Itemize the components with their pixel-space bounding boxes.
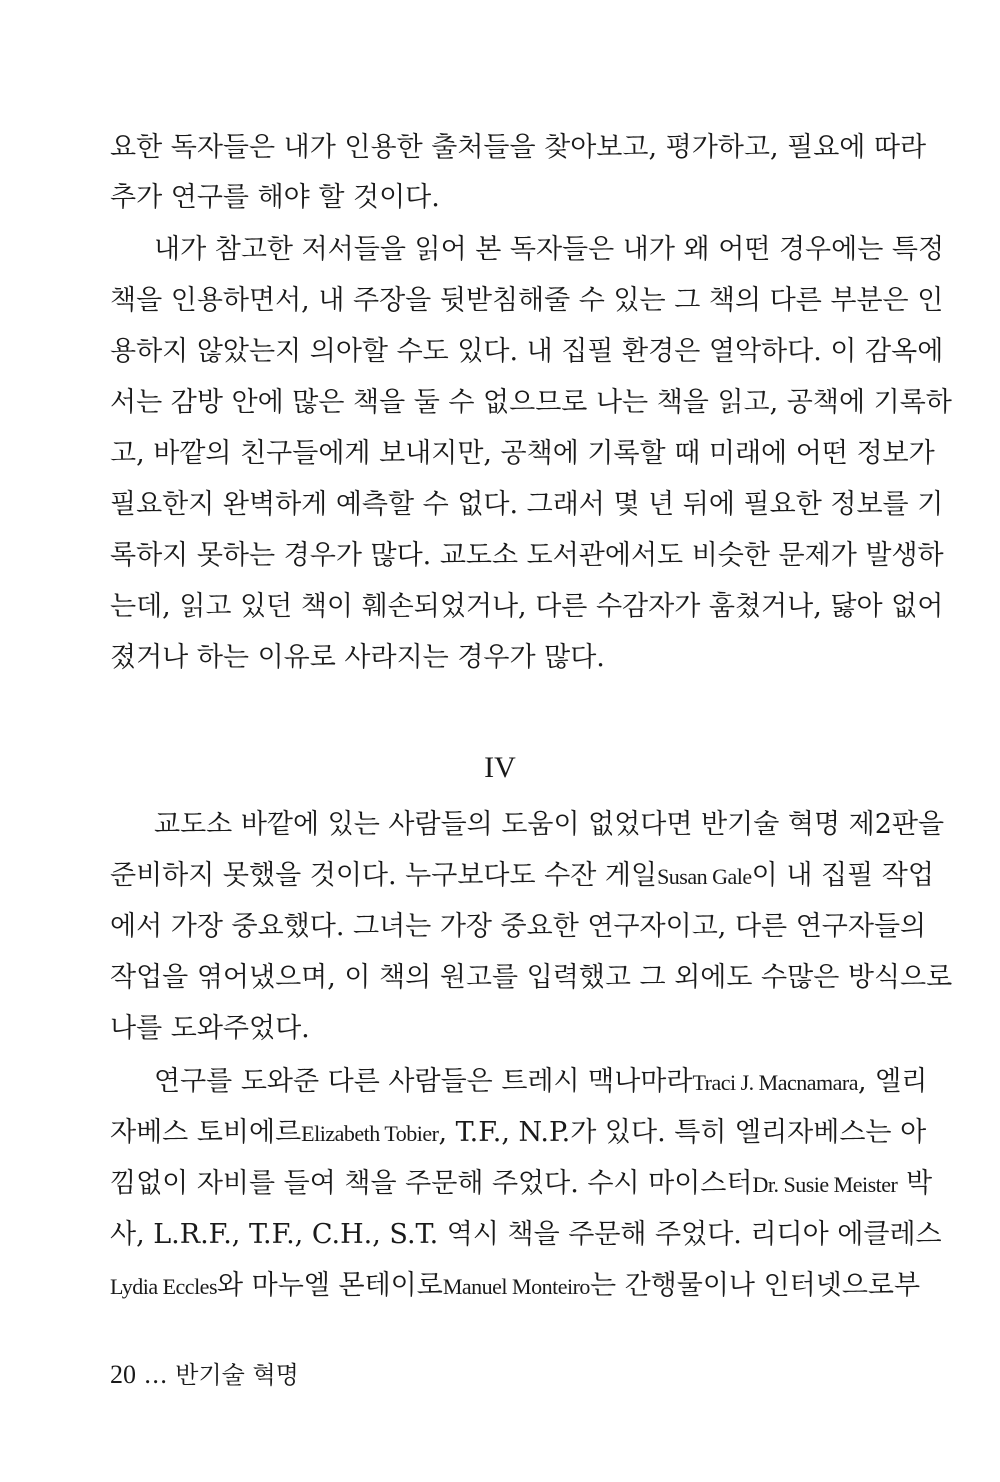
body-line: 내가 참고한 저서들을 읽어 본 독자들은 내가 왜 어떤 경우에는 특정 xyxy=(154,234,945,265)
body-line: 는데, 읽고 있던 책이 훼손되었거나, 다른 수감자가 훔쳤거나, 닳아 없어 xyxy=(110,591,944,622)
english-name: Lydia Eccles xyxy=(110,1274,218,1299)
text-run: , 엘리 xyxy=(858,1066,928,1097)
section-heading: IV xyxy=(484,751,516,784)
body-line: 용하지 않았는지 의아할 수도 있다. 내 집필 환경은 열악하다. 이 감옥에 xyxy=(110,336,944,367)
body-line: 교도소 바깥에 있는 사람들의 도움이 없었다면 반기술 혁명 제2판을 xyxy=(154,809,945,840)
text-run: 이 내 집필 작업 xyxy=(751,860,934,891)
body-line: 책을 인용하면서, 내 주장을 뒷받침해줄 수 있는 그 책의 다른 부분은 인 xyxy=(110,285,944,316)
body-line xyxy=(110,1266,921,1307)
page-number: 20 xyxy=(110,1360,136,1389)
english-name: Elizabeth Tobier xyxy=(301,1121,439,1146)
body-line xyxy=(110,1164,933,1205)
english-name: Susan Gale xyxy=(657,864,752,889)
running-title: 반기술 혁명 xyxy=(175,1361,299,1389)
text-run: 연구를 도와준 다른 사람들은 트레시 맥나마라 xyxy=(154,1066,693,1097)
text-run: 준비하지 못했을 것이다. 누구보다도 수잔 게일 xyxy=(110,860,658,891)
body-line: 서는 감방 안에 많은 책을 둘 수 없으므로 나는 책을 읽고, 공책에 기록하 xyxy=(110,387,952,418)
page-footer xyxy=(110,1355,299,1395)
body-line: 록하지 못하는 경우가 많다. 교도소 도서관에서도 비슷한 문제가 발생하 xyxy=(110,540,944,571)
body-line xyxy=(154,1062,928,1103)
body-line: 졌거나 하는 이유로 사라지는 경우가 많다. xyxy=(110,642,605,673)
body-line: 작업을 엮어냈으며, 이 책의 원고를 입력했고 그 외에도 수많은 방식으로 xyxy=(110,962,953,993)
body-line: 필요한지 완벽하게 예측할 수 없다. 그래서 몇 년 뒤에 필요한 정보를 기 xyxy=(110,489,944,520)
text-run: 자베스 토비에르 xyxy=(110,1117,302,1148)
body-line xyxy=(110,856,934,897)
body-line: 사, L.R.F., T.F., C.H., S.T. 역시 책을 주문해 주었다. 리디아 에클레스 xyxy=(110,1219,942,1250)
text-run: , T.F., N.P.가 있다. 특히 엘리자베스는 아 xyxy=(438,1117,927,1148)
footer-separator: … xyxy=(143,1361,168,1389)
body-line: 나를 도와주었다. xyxy=(110,1013,310,1044)
body-line: 요한 독자들은 내가 인용한 출처들을 찾아보고, 평가하고, 필요에 따라 xyxy=(110,132,927,163)
english-name: Traci J. Macnamara xyxy=(692,1070,859,1095)
text-run: 박 xyxy=(897,1168,933,1199)
text-run: 낌없이 자비를 들여 책을 주문해 주었다. 수시 마이스터 xyxy=(110,1168,753,1199)
body-line: 추가 연구를 해야 할 것이다. xyxy=(110,182,440,213)
text-run: 와 마누엘 몬테이로 xyxy=(217,1270,443,1301)
english-name: Manuel Monteiro xyxy=(442,1274,590,1299)
body-line xyxy=(110,1113,927,1154)
text-run: 는 간행물이나 인터넷으로부 xyxy=(589,1270,921,1301)
english-name: Dr. Susie Meister xyxy=(752,1172,898,1197)
body-line: 에서 가장 중요했다. 그녀는 가장 중요한 연구자이고, 다른 연구자들의 xyxy=(110,911,927,942)
body-line: 고, 바깥의 친구들에게 보내지만, 공책에 기록할 때 미래에 어떤 정보가 xyxy=(110,438,935,469)
